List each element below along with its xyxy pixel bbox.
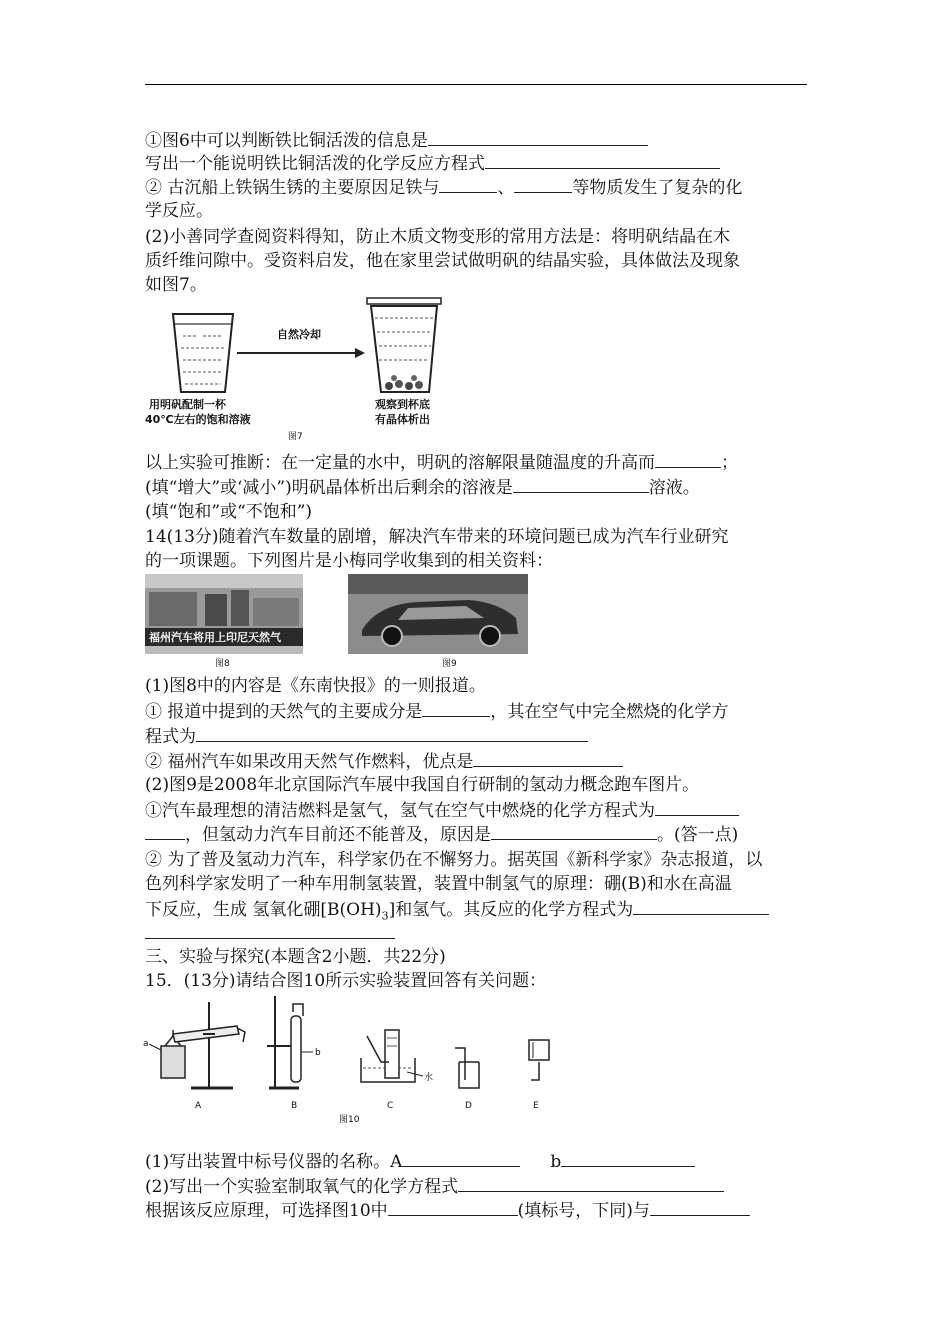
right-beaker bbox=[367, 298, 441, 392]
left-caption-1: 用明矾配制一杯 bbox=[149, 398, 226, 411]
right-caption-2: 有晶体析出 bbox=[375, 413, 430, 426]
answer-blank[interactable] bbox=[561, 1150, 695, 1167]
text-line: 14(13分)随着汽车数量的剧增，解决汽车带来的环境问题已成为汽车行业研究 bbox=[145, 527, 729, 547]
apparatus-label-b: B bbox=[291, 1101, 298, 1111]
answer-blank[interactable] bbox=[655, 799, 739, 816]
left-caption-2: 40℃左右的饱和溶液 bbox=[145, 413, 251, 426]
apparatus-label-d: D bbox=[465, 1101, 472, 1111]
text-line: 的一项课题。下列图片是小梅同学收集到的相关资料： bbox=[145, 551, 553, 571]
text-line: (2)小善同学查阅资料得知，防止木质文物变形的常用方法是：将明矾结晶在木 bbox=[145, 227, 731, 247]
figure-label: 图8 bbox=[215, 659, 230, 669]
question-heading: 15．(13分)请结合图10所示实验装置回答有关问题： bbox=[145, 971, 547, 991]
answer-blank[interactable] bbox=[513, 476, 649, 493]
figure-label: 图9 bbox=[442, 659, 457, 669]
text-line: 学反应。 bbox=[145, 201, 213, 221]
answer-blank[interactable] bbox=[422, 700, 490, 717]
figure-label: 图7 bbox=[288, 432, 303, 442]
text-line: ② 福州汽车如果改用天然气作燃料，优点是 bbox=[145, 750, 623, 773]
text-line: ② 为了普及氢动力汽车，科学家仍在不懈努力。据英国《新科学家》杂志报道，以 bbox=[145, 850, 763, 870]
text-line: (2)图9是2008年北京国际汽车展中我国自行研制的氢动力概念跑车图片。 bbox=[145, 775, 700, 795]
figure-label: 图10 bbox=[339, 1115, 360, 1125]
text-line: 如图7。 bbox=[145, 275, 207, 295]
text-line: 程式为 bbox=[145, 725, 588, 748]
text-line: (1)写出装置中标号仪器的名称。A b bbox=[145, 1150, 695, 1173]
answer-blank[interactable] bbox=[633, 898, 769, 915]
answer-blank[interactable] bbox=[473, 750, 623, 767]
apparatus-a bbox=[143, 1002, 245, 1088]
text-line: ①汽车最理想的清洁燃料是氢气，氢气在空气中燃烧的化学方程式为 bbox=[145, 799, 739, 822]
text-line: ② 古沉船上铁锅生锈的主要原因足铁与 、 等物质发生了复杂的化 bbox=[145, 178, 743, 198]
arrow-label: 自然冷却 bbox=[277, 328, 321, 341]
answer-blank[interactable] bbox=[514, 176, 572, 193]
answer-blank[interactable] bbox=[402, 1150, 520, 1167]
section-heading: 三、实验与探究(本题含2小题．共22分) bbox=[145, 947, 446, 967]
answer-blank[interactable] bbox=[439, 176, 497, 193]
text-line: 以上实验可推断：在一定量的水中，明矾的溶解限量随温度的升高而 ； bbox=[145, 453, 738, 473]
answer-blank[interactable] bbox=[655, 451, 721, 468]
figure-7-crystallization bbox=[145, 296, 475, 442]
apparatus-label-e: E bbox=[533, 1101, 539, 1111]
apparatus-d bbox=[455, 1048, 479, 1088]
text-line: ，但氢动力汽车目前还不能普及，原因是 。(答一点) bbox=[145, 823, 738, 846]
text-line: 根据该反应原理，可选择图10中 (填标号，下同)与 bbox=[145, 1199, 750, 1222]
apparatus-b bbox=[267, 996, 321, 1088]
figure-9-hydrogen-car bbox=[348, 574, 528, 670]
arrow-head bbox=[355, 348, 365, 358]
text-line bbox=[145, 922, 395, 945]
text-line: (填“增大”或‘减小”)明矾晶体析出后剩余的溶液是 溶液。 bbox=[145, 478, 700, 498]
text-line: ①图6中可以判断铁比铜活泼的信息是 bbox=[145, 129, 648, 152]
text-line: 色列科学家发明了一种车用制氢装置，装置中制氢气的原理：硼(B)和水在高温 bbox=[145, 874, 732, 894]
answer-blank[interactable] bbox=[145, 922, 395, 939]
label-a: a bbox=[143, 1039, 149, 1049]
header-rule bbox=[145, 84, 807, 85]
label-b: b bbox=[315, 1048, 321, 1058]
right-caption-1: 观察到杯底 bbox=[375, 398, 430, 411]
text-line: (2)写出一个实验室制取氧气的化学方程式 bbox=[145, 1175, 724, 1198]
label-water: 水 bbox=[424, 1073, 434, 1083]
text-line: (填“饱和”或“不饱和”) bbox=[145, 502, 313, 522]
figure-10-apparatus bbox=[143, 996, 563, 1128]
text-line: 下反应，生成 氢氧化硼$[B(OH)_3]$和氢气。其反应的化学方程式为 bbox=[145, 898, 769, 927]
answer-blank[interactable] bbox=[491, 823, 657, 840]
answer-blank[interactable] bbox=[458, 1175, 724, 1192]
text-line: 质纤维问隙中。受资料启发，他在家里尝试做明矾的结晶实验，具体做法及现象 bbox=[145, 251, 740, 271]
apparatus-label-c: C bbox=[387, 1101, 394, 1111]
figure-8-newspaper bbox=[145, 574, 305, 670]
left-beaker bbox=[173, 314, 233, 392]
answer-blank[interactable] bbox=[196, 725, 588, 742]
text-line: (1)图8中的内容是《东南快报》的一则报道。 bbox=[145, 676, 486, 696]
apparatus-label-a: A bbox=[195, 1101, 202, 1111]
answer-blank[interactable] bbox=[428, 129, 648, 146]
apparatus-c bbox=[361, 1030, 433, 1083]
answer-blank[interactable] bbox=[650, 1199, 750, 1216]
answer-blank[interactable] bbox=[388, 1199, 518, 1216]
answer-blank[interactable] bbox=[485, 152, 720, 169]
text-line: ① 报道中提到的天然气的主要成分是 ，其在空气中完全燃烧的化学方 bbox=[145, 702, 729, 722]
answer-blank[interactable] bbox=[145, 823, 185, 840]
newspaper-headline: 福州汽车将用上印尼天然气 bbox=[149, 631, 281, 644]
apparatus-e bbox=[529, 1040, 549, 1080]
text-line: 写出一个能说明铁比铜活泼的化学反应方程式 bbox=[145, 152, 720, 175]
